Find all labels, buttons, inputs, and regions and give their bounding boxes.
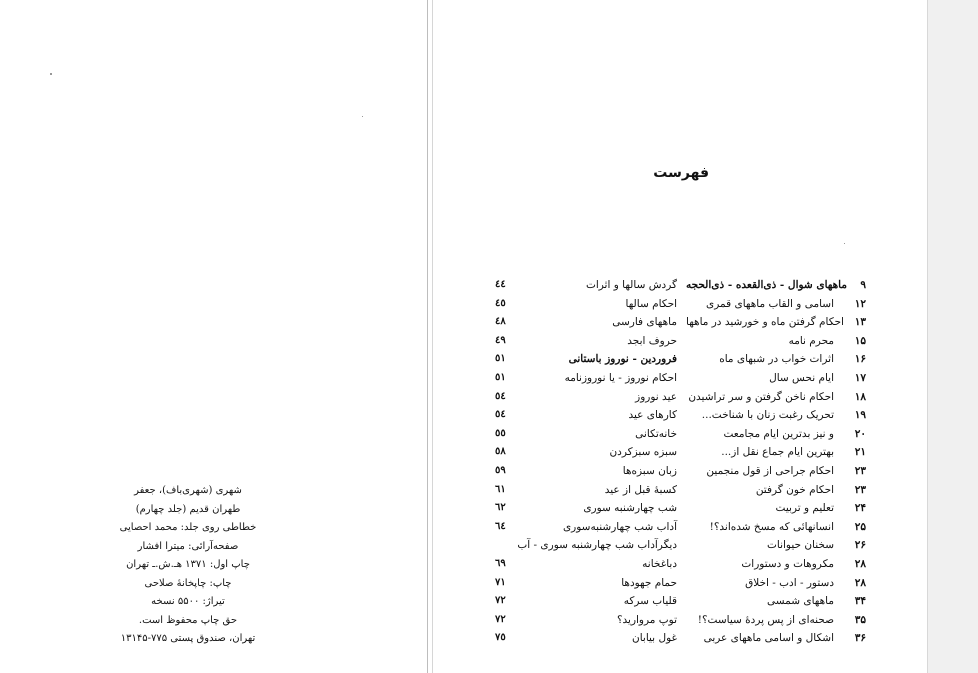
- toc-entry-title: شب چهارشنبه سوری: [583, 502, 677, 515]
- colophon-layout: صفحه‌آرائی: میترا افشار: [137, 540, 239, 552]
- toc-entry[interactable]: ۲۴ تعلیم و تربیت: [775, 502, 866, 515]
- colophon-book-title: طهران قدیم (جلد چهارم): [135, 503, 241, 515]
- toc-entry-title: توپ مروارید؟: [616, 613, 677, 626]
- toc-entry-title: حروف ابجد: [627, 334, 677, 347]
- toc-entry[interactable]: [497, 276, 677, 295]
- toc-entry[interactable]: ۲۶ سخنان حیوانات: [767, 539, 866, 552]
- toc-entry[interactable]: [497, 406, 677, 425]
- toc-entry[interactable]: [497, 574, 677, 593]
- toc-entry-title: غول بیابان: [631, 632, 677, 645]
- toc-entry[interactable]: [497, 592, 677, 611]
- toc-entry[interactable]: ۹ ماههای شوال - ذی‌القعده - ذی‌الحجه: [686, 279, 866, 291]
- colophon-print-run: تیراژ: ۵۵۰۰ نسخه: [151, 596, 225, 607]
- toc-entry[interactable]: ۲۰ و نیز بدترین ایام مجامعت: [723, 427, 866, 440]
- toc-entry-title: احکام نوروز - یا نوروزنامه: [564, 371, 677, 384]
- toc-entry[interactable]: [497, 388, 677, 407]
- colophon-printer: چاپ: چاپخانهٔ صلاحی: [144, 577, 232, 589]
- toc-entry-title: احکام سالها: [625, 297, 677, 310]
- toc-entry[interactable]: ۱۹ تحریک رغبت زنان با شناخت...: [701, 409, 866, 422]
- toc-page-number: ٧١: [495, 576, 506, 588]
- toc-entry[interactable]: ۱۷ ایام نحس سال: [769, 371, 866, 384]
- toc-page-number: ٦٩: [495, 557, 506, 569]
- toc-entry[interactable]: ۲۵ انسانهائی که مسخ شده‌اند؟!: [709, 520, 866, 533]
- toc-entry[interactable]: ۲۸ دستور - ادب - اخلاق: [745, 576, 866, 589]
- toc-page-number: ٦٢: [495, 502, 506, 514]
- page-gutter: [427, 0, 428, 673]
- toc-page-number: ٦١: [495, 483, 506, 495]
- toc-page-number: ٥٥: [495, 427, 506, 439]
- toc-entry[interactable]: ۱۸ احکام ناخن گرفتن و سر تراشیدن: [688, 390, 866, 403]
- toc-page-number: ٥٤: [495, 409, 506, 421]
- toc-page-numbers: [495, 276, 515, 648]
- toc-entry-title: کسبهٔ قبل از عید: [604, 483, 677, 496]
- toc-page-number: ٦٤: [495, 520, 506, 532]
- toc-page-number: ٤٩: [495, 334, 506, 346]
- toc-entry[interactable]: [497, 555, 677, 574]
- toc-page-number: ٤٨: [495, 316, 506, 328]
- scrollbar-track[interactable]: [927, 0, 978, 673]
- toc-page-number: ٧٥: [495, 632, 506, 644]
- page-speck: [50, 73, 52, 75]
- toc-entry-title: حمام جهودها: [621, 576, 677, 589]
- toc-left-column: [497, 276, 677, 648]
- toc-right-column: [686, 276, 866, 648]
- toc-entry-title: سبزه سبزکردن: [609, 446, 677, 459]
- toc-page-number: ٤٤: [495, 279, 506, 290]
- toc-entry[interactable]: [497, 462, 677, 481]
- page-speck: [362, 116, 363, 117]
- toc-entry[interactable]: ۳۵ صحنه‌ای از پس پردهٔ سیاست؟!: [697, 613, 866, 626]
- toc-entry[interactable]: [497, 536, 677, 555]
- toc-entry[interactable]: [497, 611, 677, 630]
- page-speck: [844, 243, 845, 244]
- toc-entry[interactable]: [497, 518, 677, 537]
- left-page: [0, 0, 427, 673]
- toc-entry[interactable]: ۲۳ احکام جراحی از قول منجمین: [706, 464, 866, 477]
- toc-entry[interactable]: ۳۴ ماههای شمسی: [767, 595, 866, 608]
- toc-entry[interactable]: ۱۳ احکام گرفتن ماه و خورشید در ماهها: [686, 316, 866, 329]
- colophon-copyright: حق چاپ محفوظ است.: [138, 614, 238, 626]
- toc-entry[interactable]: ۱۵ محرم نامه: [788, 334, 866, 347]
- toc-page-number: ٧٢: [495, 595, 506, 607]
- toc-entry[interactable]: [497, 332, 677, 351]
- toc-entry-title: کارهای عید: [628, 409, 677, 422]
- toc-entry[interactable]: [497, 295, 677, 314]
- toc-title: فهرست: [653, 165, 709, 181]
- toc-entry-title: آداب شب چهارشنبه‌سوری: [562, 520, 677, 533]
- toc-entry[interactable]: [497, 313, 677, 332]
- toc-page-number: ٤٥: [495, 297, 506, 309]
- toc-entry[interactable]: ۱۶ اثرات خواب در شبهای ماه: [719, 353, 866, 366]
- toc-entry[interactable]: ۱۲ اسامی و القاب ماههای قمری: [706, 297, 866, 310]
- toc-page-number: [495, 536, 515, 555]
- right-page: [433, 0, 927, 673]
- toc-entry[interactable]: ۲۱ بهترین ایام جماع نقل از...: [721, 446, 866, 459]
- toc-entry-title: فروردین - نوروز باستانی: [568, 353, 677, 366]
- toc-entry-title: دیگرآداب شب چهارشنبه سوری - آب: [517, 539, 677, 552]
- toc-entry[interactable]: [497, 629, 677, 648]
- toc-page-number: ٥٤: [495, 390, 506, 402]
- toc-page-number: ٥٨: [495, 446, 506, 458]
- toc-page-number: ٥١: [495, 371, 506, 383]
- toc-entry[interactable]: ۲۳ احکام خون گرفتن: [755, 483, 866, 496]
- toc-entry[interactable]: [497, 369, 677, 388]
- colophon-author: شهری (شهری‌باف)، جعفر: [134, 485, 242, 496]
- toc-entry-title: قلیاب سرکه: [623, 595, 677, 608]
- toc-entry-title: عید نوروز: [635, 390, 677, 403]
- toc-entry[interactable]: ۳۶ اشکال و اسامی ماههای عربی: [703, 632, 866, 645]
- toc-entry-title: ماههای فارسی: [612, 316, 677, 329]
- toc-entry-title: دباغخانه: [642, 557, 677, 570]
- toc-entry-title: گردش سالها و اثرات: [585, 279, 677, 291]
- colophon: [118, 482, 258, 649]
- colophon-calligraphy: خطاطی روی جلد: محمد احصایی: [119, 522, 257, 533]
- toc-entry[interactable]: [497, 499, 677, 518]
- toc-entry[interactable]: ۲۸ مکروهات و دستورات: [741, 557, 866, 570]
- toc-page-number: ٧٢: [495, 613, 506, 625]
- toc-page-number: ٥١: [495, 353, 506, 365]
- colophon-address: تهران، صندوق پستی ۷۷۵-۱۳۱۴۵: [120, 633, 256, 644]
- toc-entry-title: زبان سبزه‌ها: [622, 464, 677, 477]
- toc-entry[interactable]: [497, 481, 677, 500]
- colophon-edition: چاپ اول: ۱۳۷۱ هـ.ش.ـ تهران: [126, 559, 250, 570]
- toc-entry[interactable]: [497, 443, 677, 462]
- toc-entry[interactable]: [497, 350, 677, 369]
- toc-page-number: ٥٩: [495, 464, 506, 476]
- toc-entry-title: خانه‌تکانی: [635, 427, 677, 440]
- toc-entry[interactable]: [497, 425, 677, 444]
